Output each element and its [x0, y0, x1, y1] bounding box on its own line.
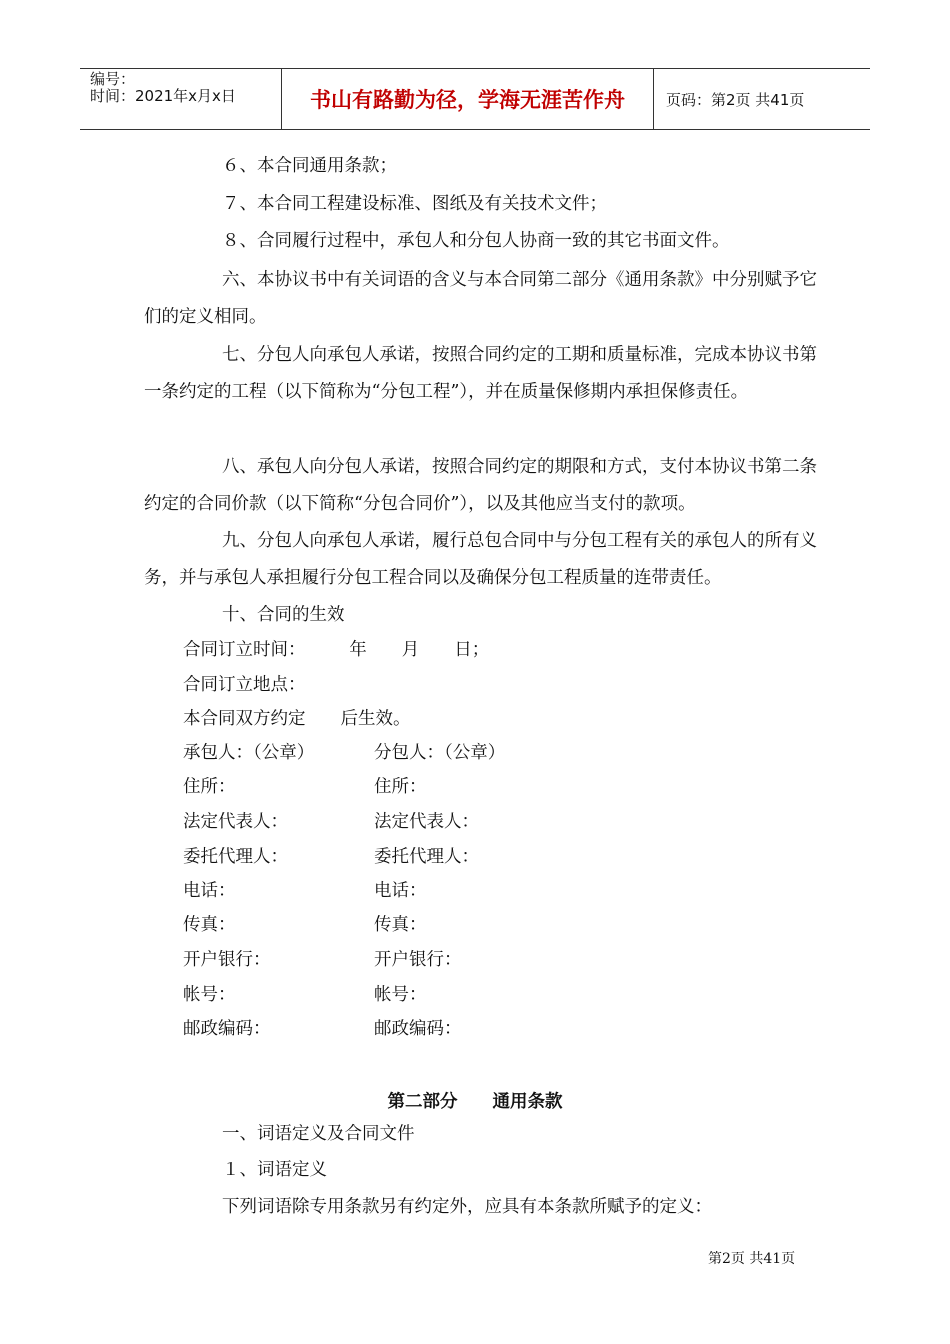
subcontractor-agent: 委托代理人： — [374, 847, 479, 867]
paragraph-6: 六、本协议书中有关词语的含义与本合同第二部分《通用条款》中分别赋予它们的定义相同。 — [144, 270, 817, 327]
contractor-party: 承包人：（公章） — [183, 743, 315, 763]
signature-row — [183, 984, 427, 1006]
page-header — [80, 68, 870, 130]
signature-row — [183, 1018, 462, 1040]
contractor-bank: 开户银行： — [183, 950, 271, 970]
subcontractor-address: 住所： — [374, 777, 427, 797]
subcontractor-legal-rep: 法定代表人： — [374, 812, 479, 832]
subcontractor-postcode: 邮政编码： — [374, 1019, 462, 1039]
contractor-postcode: 邮政编码： — [183, 1019, 271, 1039]
signed-place: 合同订立地点： — [183, 675, 306, 695]
signature-row — [183, 846, 479, 868]
item-8: ８、合同履行过程中，承包人和分包人协商一致的其它书面文件。 — [222, 231, 730, 251]
header-page-info: 页码：第2页 共41页 — [666, 90, 805, 109]
part2-title: 第二部分 通用条款 — [387, 1092, 563, 1112]
paragraph-8: 八、承包人向分包人承诺，按照合同约定的期限和方式，支付本协议书第二条约定的合同价款（以下简称“分包合同价”），以及其他应当支付的款项。 — [144, 457, 817, 514]
part2-section-1: 一、词语定义及合同文件 — [222, 1124, 415, 1144]
contractor-fax: 传真： — [183, 915, 236, 935]
subcontractor-party: 分包人：（公章） — [374, 743, 506, 763]
header-number: 编号： — [90, 70, 136, 88]
header-date: 时间：2021年x月x日 — [90, 87, 236, 105]
signature-row — [183, 949, 462, 971]
signature-row — [183, 880, 427, 902]
signature-row — [183, 914, 427, 936]
subcontractor-bank: 开户银行： — [374, 950, 462, 970]
part2-sub-1: １、词语定义 — [222, 1160, 327, 1180]
effect-heading: 十、合同的生效 — [222, 605, 345, 625]
signature-row — [183, 776, 427, 798]
contractor-agent: 委托代理人： — [183, 847, 288, 867]
subcontractor-fax: 传真： — [374, 915, 427, 935]
contractor-account: 帐号： — [183, 985, 236, 1005]
page-footer: 第2页 共41页 — [708, 1251, 796, 1267]
paragraph-7: 七、分包人向承包人承诺，按照合同约定的工期和质量标准，完成本协议书第一条约定的工程（以下简称为“分包工程”），并在质量保修期内承担保修责任。 — [144, 345, 817, 402]
header-meta — [80, 69, 282, 129]
subcontractor-phone: 电话： — [374, 881, 427, 901]
paragraph-9: 九、分包人向承包人承诺，履行总包合同中与分包工程有关的承包人的所有义务，并与承包人承担履行分包工程合同以及确保分包工程质量的连带责任。 — [144, 531, 817, 588]
header-motto: 书山有路勤为径，学海无涯苦作舟 — [282, 69, 654, 129]
item-7: ７、本合同工程建设标准、图纸及有关技术文件； — [222, 194, 607, 214]
part2-intro: 下列词语除专用条款另有约定外，应具有本条款所赋予的定义： — [222, 1197, 712, 1217]
signature-row — [183, 742, 506, 764]
contractor-phone: 电话： — [183, 881, 236, 901]
effective-clause: 本合同双方约定 后生效。 — [183, 709, 411, 729]
subcontractor-account: 帐号： — [374, 985, 427, 1005]
contractor-legal-rep: 法定代表人： — [183, 812, 288, 832]
signed-time: 合同订立时间： 年 月 日； — [183, 640, 490, 660]
item-6: ６、本合同通用条款； — [222, 156, 397, 176]
signature-row — [183, 811, 479, 833]
contractor-address: 住所： — [183, 777, 236, 797]
